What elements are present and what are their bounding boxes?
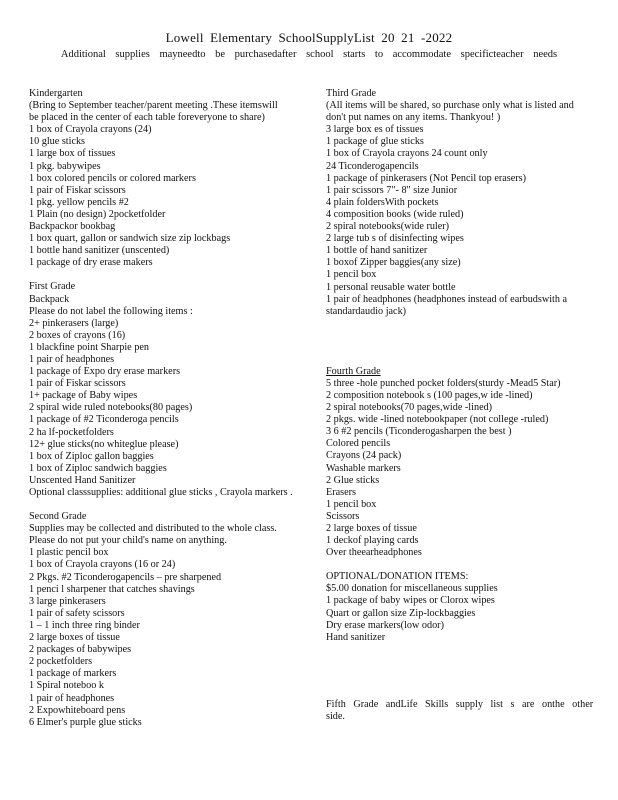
list-item: 1 pair of Fiskar scissors — [29, 184, 126, 196]
fourth-grade-section — [326, 366, 594, 560]
list-item: 1 box colored pencils or colored markers — [29, 172, 196, 184]
optional-donation-section — [326, 571, 594, 644]
list-item: 4 composition books (wide ruled) — [326, 208, 464, 220]
list-item: 1 pair of Fiskar scissors — [29, 378, 126, 390]
list-item: Please do not put your child's name on anything. — [29, 535, 227, 547]
list-item: $5.00 donation for miscellaneous supplies — [326, 583, 498, 595]
list-item: 1 package of pinkerasers (Not Pencil top erasers) — [326, 172, 526, 184]
list-item: 1 pkg. babywipes — [29, 160, 101, 172]
list-item: 1 package of baby wipes or Clorox wipes — [326, 595, 495, 607]
section-heading-second-grade: Second Grade — [29, 511, 87, 523]
list-item: 1 pkg. yellow pencils #2 — [29, 196, 129, 208]
second-grade-section — [29, 511, 297, 729]
list-item: 2+ pinkerasers (large) — [29, 317, 119, 329]
footer-note: Fifth Grade andLife Skills supply list s are onthe other side. — [326, 698, 594, 722]
section-heading-optional-donation: OPTIONAL/DONATION ITEMS: — [326, 571, 469, 583]
list-item: 2 ha lf-pocketfolders — [29, 426, 114, 438]
list-item: Dry erase markers(low odor) — [326, 619, 444, 631]
list-item: 1 blackfine point Sharpie pen — [29, 341, 149, 353]
list-item: 1 penci l sharpener that catches shavings — [29, 583, 195, 595]
list-item: 2 pocketfolders — [29, 656, 93, 668]
list-item: 2 large boxes of tissue — [29, 632, 120, 644]
list-item: Backpack — [29, 293, 70, 305]
list-item: Washable markers — [326, 462, 401, 474]
list-item: Scissors — [326, 510, 360, 522]
list-item: 1 pair of headphones — [29, 692, 115, 704]
list-item: 2 large tub s of disinfecting wipes — [326, 233, 464, 245]
list-item: 2 spiral notebooks(wide ruler) — [326, 221, 450, 233]
list-item: 4 plain foldersWith pockets — [326, 196, 439, 208]
list-item: 1 pencil box — [326, 269, 377, 281]
third-grade-section — [326, 88, 594, 318]
list-item: 2 Pkgs. #2 Ticonderogapencils – pre sharpened — [29, 571, 222, 583]
list-item: 3 large pinkerasers — [29, 595, 106, 607]
page-title: Lowell Elementary SchoolSupplyList 20 21 -2022 — [165, 30, 453, 45]
list-item: 5 three -hole punched pocket folders(sturdy -Mead5 Star) — [326, 377, 561, 389]
list-item: Over theearheadphones — [326, 547, 422, 559]
list-item: 2 composition notebook s (100 pages,w ide -lined) — [326, 389, 533, 401]
kindergarten-section — [29, 88, 297, 269]
list-item: (All items will be shared, so purchase only what is listed and — [326, 100, 574, 112]
section-heading-first-grade: First Grade — [29, 281, 76, 293]
list-item: 1+ package of Baby wipes — [29, 390, 138, 402]
list-item: Backpackor bookbag — [29, 221, 116, 233]
list-item: 1 box of Crayola crayons 24 count only — [326, 148, 488, 160]
second-grade-list — [29, 523, 297, 729]
list-item: 1 box of Ziploc gallon baggies — [29, 450, 154, 462]
optional-donation-list — [326, 583, 594, 643]
first-grade-section — [29, 281, 297, 499]
list-item: 2 Glue sticks — [326, 474, 380, 486]
list-item: 1 package of markers — [29, 668, 117, 680]
list-item: 2 spiral notebooks(70 pages,wide -lined) — [326, 402, 493, 414]
list-item: 2 boxes of crayons (16) — [29, 329, 126, 341]
list-item: 3 large box es of tissues — [326, 124, 424, 136]
list-item: don't put names on any items. Thankyou! ) — [326, 112, 501, 124]
section-heading-kindergarten: Kindergarten — [29, 88, 83, 99]
list-item: 1 large box of tissues — [29, 148, 116, 160]
list-item: 2 large boxes of tissue — [326, 523, 417, 534]
section-heading-fourth-grade: Fourth Grade — [326, 365, 381, 377]
list-item: 1 box of Ziploc sandwich baggies — [29, 462, 167, 474]
list-item: Unscented Hand Sanitizer — [29, 474, 136, 486]
list-item: 2 Expowhiteboard pens — [29, 704, 126, 716]
list-item: 1 Spiral noteboo k — [29, 680, 104, 692]
list-item: 1 package of dry erase makers — [29, 257, 153, 269]
list-item: 1 deckof playing cards — [326, 535, 419, 547]
third-grade-list — [326, 100, 594, 318]
list-item: 1 pencil box — [326, 498, 377, 510]
list-item: (Bring to September teacher/parent meeting .These itemswill — [29, 100, 278, 112]
page-subtitle: Additional supplies mayneedto be purchasedafter school starts to accommodate specificteacher needs — [60, 49, 558, 60]
list-item: 2 spiral wide ruled notebooks(80 pages) — [29, 402, 193, 414]
list-item: standardaudio jack) — [326, 305, 407, 317]
list-item: Supplies may be collected and distributed to the whole class. — [29, 523, 277, 535]
list-item: 1 Plain (no design) 2pocketfolder — [29, 208, 166, 220]
document-header — [0, 30, 618, 60]
list-item: Quart or gallon size Zip-lockbaggies — [326, 607, 476, 619]
list-item: be placed in the center of each table foreveryone to share) — [29, 112, 265, 124]
list-item: Hand sanitizer — [326, 631, 386, 643]
list-item: 3 6 #2 pencils (Ticonderogasharpen the best ) — [326, 426, 512, 438]
list-item: 1 plastic pencil box — [29, 547, 109, 559]
list-item: 1 – 1 inch three ring binder — [29, 619, 140, 631]
list-item: Please do not label the following items : — [29, 305, 193, 317]
kindergarten-list — [29, 100, 297, 269]
list-item: 12+ glue sticks(no whiteglue please) — [29, 438, 179, 450]
list-item: 1 box of Crayola crayons (24) — [29, 124, 152, 136]
list-item: 1 bottle hand sanitizer (unscented) — [29, 245, 170, 257]
list-item: Colored pencils — [326, 438, 391, 450]
list-item: 1 bottle of hand sanitizer — [326, 245, 428, 257]
list-item: 6 Elmer's purple glue sticks — [29, 716, 142, 728]
right-column — [326, 88, 594, 723]
section-heading-third-grade: Third Grade — [326, 88, 377, 99]
list-item: Erasers — [326, 486, 356, 498]
list-item: 1 pair of headphones — [29, 353, 115, 365]
list-item: 1 box of Crayola crayons (16 or 24) — [29, 559, 176, 571]
list-item: 1 pair of safety scissors — [29, 607, 125, 619]
left-column — [29, 88, 297, 729]
list-item: 1 pair of headphones (headphones instead of earbudswith a — [326, 293, 568, 305]
list-item: 1 box quart, gallon or sandwich size zip lockbags — [29, 233, 231, 245]
first-grade-list — [29, 294, 297, 500]
list-item: 1 personal reusable water bottle — [326, 281, 456, 293]
list-item: 24 Ticonderogapencils — [326, 160, 419, 172]
list-item: 10 glue sticks — [29, 136, 86, 148]
list-item: 1 boxof Zipper baggies(any size) — [326, 257, 461, 269]
list-item: 1 package of Expo dry erase markers — [29, 366, 181, 378]
fourth-grade-list — [326, 378, 594, 559]
list-item: 2 pkgs. wide -lined notebookpaper (not college -ruled) — [326, 414, 549, 426]
list-item: 2 packages of babywipes — [29, 644, 132, 656]
list-item: Crayons (24 pack) — [326, 450, 402, 462]
list-item: 1 pair scissors 7"- 8" size Junior — [326, 184, 458, 196]
list-item: 1 package of glue sticks — [326, 136, 424, 148]
list-item: 1 package of #2 Ticonderoga pencils — [29, 414, 179, 426]
list-item: Optional classsupplies: additional glue sticks , Crayola markers . — [29, 487, 293, 498]
